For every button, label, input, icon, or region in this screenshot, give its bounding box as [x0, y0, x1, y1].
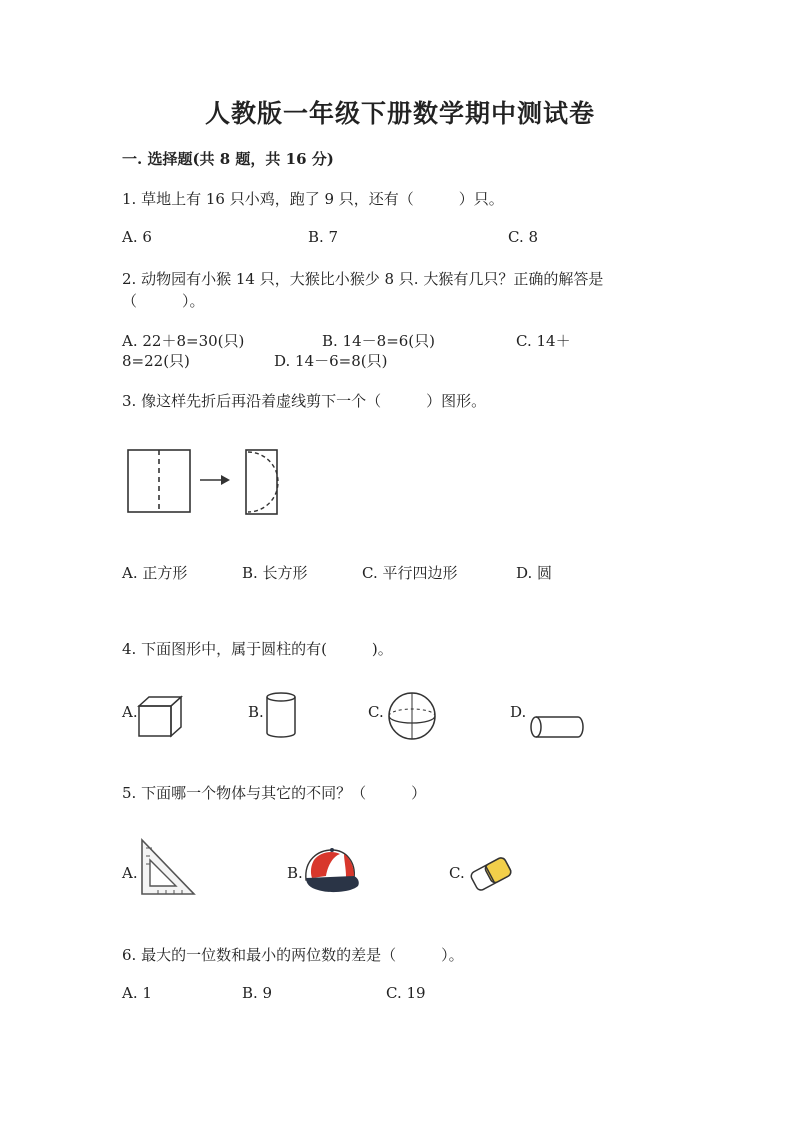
cube-icon [136, 694, 186, 738]
q3-option-c[interactable]: C. 平行四边形 [362, 564, 458, 582]
q4-option-a[interactable]: A. [122, 703, 138, 721]
question-1: 1. 草地上有 16 只小鸡，跑了 9 只，还有（ ）只。 [122, 190, 504, 208]
q6-option-b[interactable]: B. 9 [242, 984, 273, 1002]
section-heading: 一. 选择题(共 8 题，共 16 分) [122, 150, 334, 168]
page-title: 人教版一年级下册数学期中测试卷 [204, 99, 595, 128]
q2-option-c[interactable]: C. 14＋ [516, 332, 571, 350]
q5-option-a[interactable]: A. [122, 864, 138, 882]
q3-option-b[interactable]: B. 长方形 [242, 564, 308, 582]
q2-option-b[interactable]: B. 14－8=6(只) [322, 332, 436, 350]
question-3: 3. 像这样先折后再沿着虚线剪下一个（ ）图形。 [122, 392, 487, 410]
eraser-icon [468, 854, 514, 894]
folded-paper-icon [246, 450, 277, 514]
q4-option-d[interactable]: D. [510, 703, 527, 721]
q6-option-c[interactable]: C. 19 [386, 984, 426, 1002]
q3-option-d[interactable]: D. 圆 [516, 564, 553, 582]
question-2-line-2: （ ）。 [122, 292, 205, 310]
q4-option-c[interactable]: C. [368, 703, 384, 721]
q4-option-b[interactable]: B. [248, 703, 264, 721]
cut-semicircle-line [248, 452, 278, 512]
set-square-icon [138, 836, 198, 898]
q2-option-d[interactable]: D. 14－6=8(只) [274, 352, 388, 370]
question-6: 6. 最大的一位数和最小的两位数的差是（ ）。 [122, 946, 464, 964]
lying-cylinder-icon [526, 712, 588, 742]
q3-option-a[interactable]: A. 正方形 [122, 564, 188, 582]
upright-cylinder-icon [264, 690, 298, 740]
q1-option-c[interactable]: C. 8 [508, 228, 539, 246]
question-5: 5. 下面哪一个物体与其它的不同？（ ） [122, 784, 427, 802]
q5-option-b[interactable]: B. [287, 864, 303, 882]
q1-option-a[interactable]: A. 6 [122, 228, 152, 246]
q2-option-a[interactable]: A. 22＋8=30(只) [122, 332, 245, 350]
q1-option-b[interactable]: B. 7 [308, 228, 339, 246]
q5-option-c[interactable]: C. [449, 864, 465, 882]
question-2-line-1: 2. 动物园有小猴 14 只，大猴比小猴少 8 只. 大猴有几只？正确的解答是 [122, 270, 604, 288]
question-4: 4. 下面图形中，属于圆柱的有( )。 [122, 640, 393, 658]
sphere-icon [386, 690, 438, 742]
q2-option-c-continued: 8=22(只) [122, 352, 190, 370]
q6-option-a[interactable]: A. 1 [122, 984, 152, 1002]
paper-fold-cut-figure [120, 440, 290, 530]
baseball-cap-icon [300, 846, 362, 898]
